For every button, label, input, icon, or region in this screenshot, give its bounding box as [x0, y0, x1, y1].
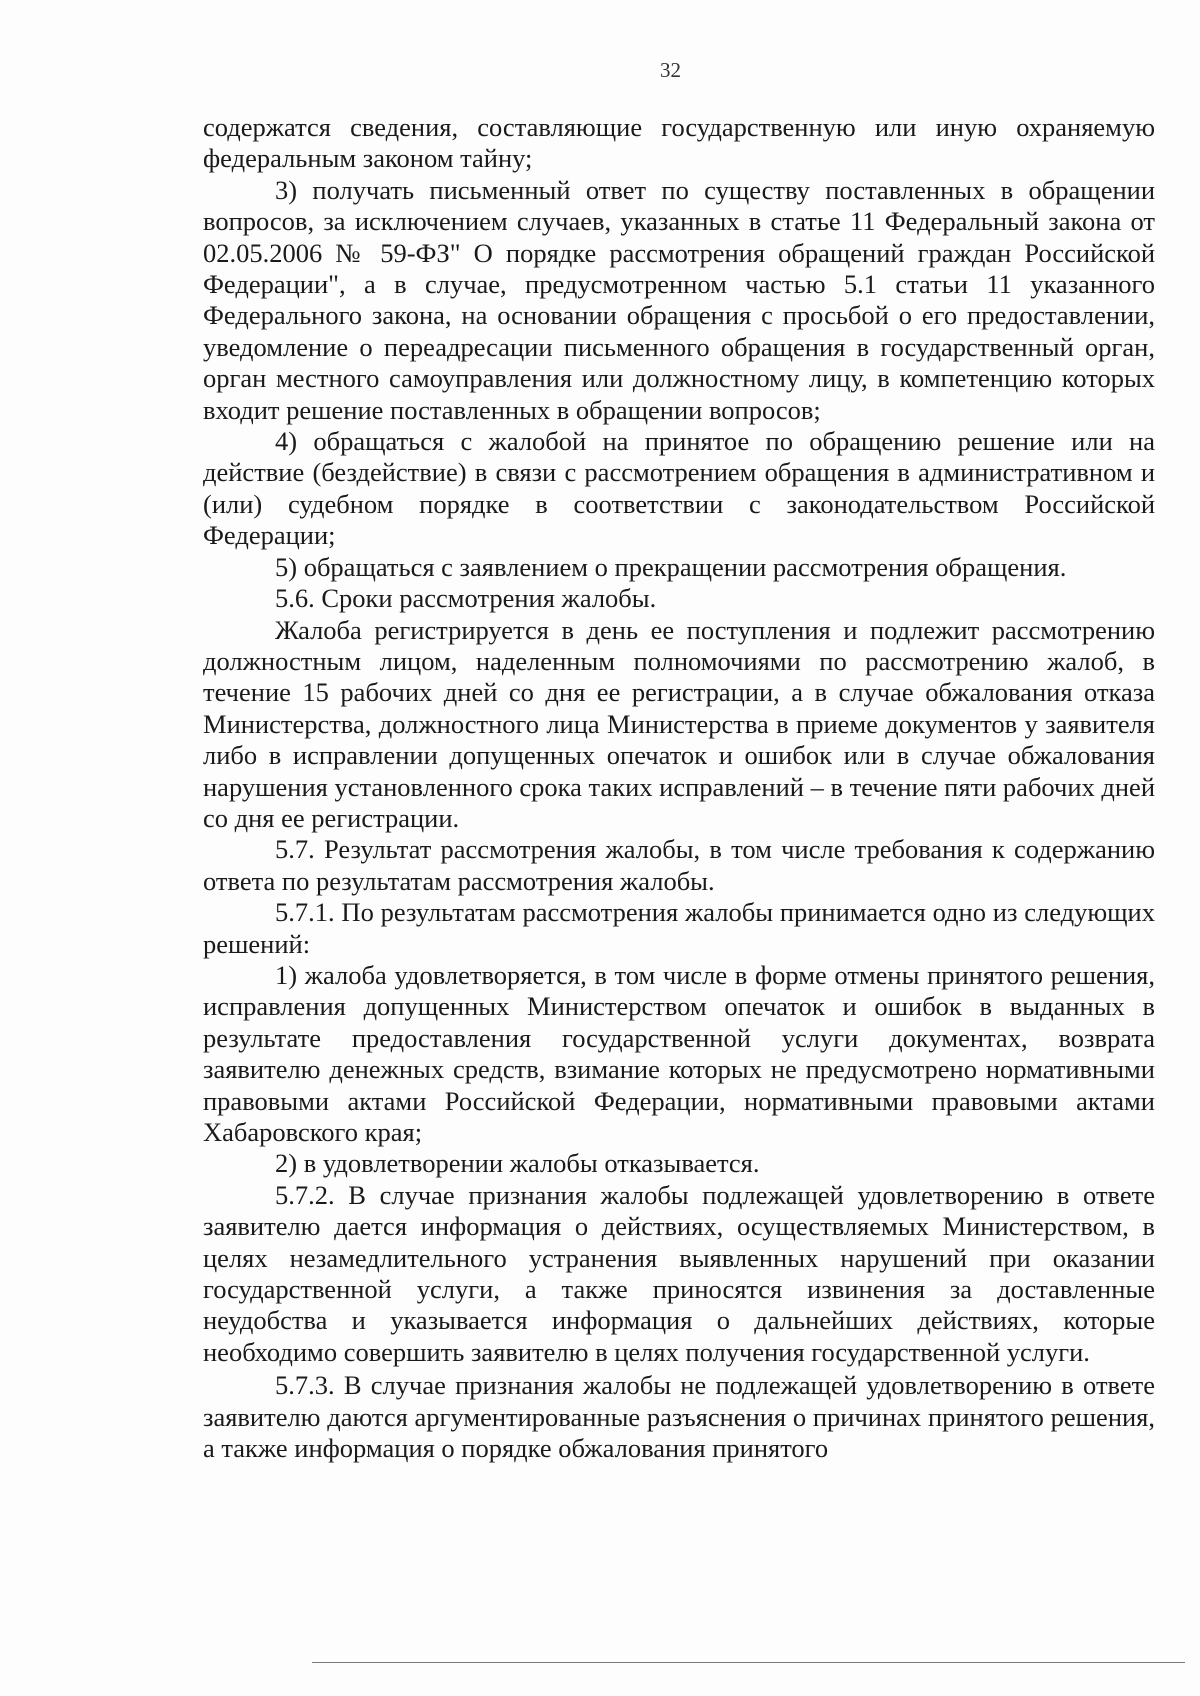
paragraph-5-7-2: 5.7.2. В случае признания жалобы подлежащей удовлетворению в ответе заявителю дается информация о действиях, осуществляемых Министерством, в целях незамедлительного устранения выявленных нарушений при оказании государственной услуги, а также приносятся извинения за доставленные неудобства и указывается информация о дальнейших действиях, которые необходимо совершить заявителю в целях получения государственной услуги. — [203, 1179, 1155, 1367]
footer-divider — [312, 1662, 1185, 1663]
paragraph-complaint-registration: Жалоба регистрируется в день ее поступления и подлежит рассмотрению должностным лицом, наделенным полномочиями по рассмотрению жалоб, в течение 15 рабочих дней со дня ее регистрации, а в случае обжалования отказа Министерства, должностного лица Министерства в приеме документов у заявителя либо в исправлении допущенных опечаток и ошибок или в случае обжалования нарушения установленного срока таких исправлений – в течение пяти рабочих дней со дня ее регистрации. — [203, 614, 1155, 833]
paragraph-item-3: 3) получать письменный ответ по существу поставленных в обращении вопросов, за исключением случаев, указанных в статье 11 Федеральный закона от 02.05.2006 № 59-ФЗ" О порядке рассмотрения обращений граждан Российской Федерации", а в случае, предусмотренном частью 5.1 статьи 11 указанного Федерального закона, на основании обращения с просьбой о его предоставлении, уведомление о переадресации письменного обращения в государственный орган, орган местного самоуправления или должностному лицу, в компетенцию которых входит решение поставленных в обращении вопросов; — [203, 174, 1155, 425]
paragraph-continuation: содержатся сведения, составляющие государственную или иную охраняемую федеральным законом тайну; — [203, 112, 1155, 174]
paragraph-item-4: 4) обращаться с жалобой на принятое по обращению решение или на действие (бездействие) в связи с рассмотрением обращения в административном и (или) судебном порядке в соответствии с законодательством Российской Федерации; — [203, 426, 1155, 551]
paragraph-5-7-1: 5.7.1. По результатам рассмотрения жалобы принимается одно из следующих решений: — [203, 897, 1155, 959]
section-heading-5-7: 5.7. Результат рассмотрения жалобы, в том числе требования к содержанию ответа по результатам рассмотрения жалобы. — [203, 834, 1155, 896]
section-heading-5-6: 5.6. Сроки рассмотрения жалобы. — [275, 583, 657, 614]
paragraph-5-7-3: 5.7.3. В случае признания жалобы не подлежащей удовлетворению в ответе заявителю даются аргументированные разъяснения о причинах принятого решения, а также информация о порядке обжалования принятого — [203, 1370, 1155, 1464]
paragraph-decision-1: 1) жалоба удовлетворяется, в том числе в форме отмены принятого решения, исправления допущенных Министерством опечаток и ошибок в выданных в результате предоставления государственной услуги документах, возврата заявителю денежных средств, взимание которых не предусмотрено нормативными правовыми актами Российской Федерации, нормативными правовыми актами Хабаровского края; — [203, 959, 1155, 1147]
document-page: 32 содержатся сведения, составляющие государственную или иную охраняемую федеральным законом тайну; 3) получать письменный ответ по существу поставленных в обращении вопросов, за исключением случаев, указанных в статье 11 Федеральный закона от 02.05.2006 № 59-ФЗ" О порядке рассмотрения обращений граждан Российской Федерации", а в случае, предусмотренном частью 5.1 статьи 11 указанного Федерального закона, на основании обращения с просьбой о его предоставлении, уведомление о переадресации письменного обращения в государственный орган, орган местного самоуправления или должностному лицу, в компетенцию которых входит решение поставленных в обращении вопросов; 4) обращаться с жалобой на принятое по обращению решение или на действие (бездействие) в связи с рассмотрением обращения в административном и (или) судебном порядке в соответствии с законодательством Российской Федерации; 5) обращаться с заявлением о прекращении рассмотрения обращения. 5.6. Сроки рассмотрения жалобы. Жалоба регистрируется в день ее поступления и подлежит рассмотрению должностным лицом, наделенным полномочиями по рассмотрению жалоб, в течение 15 рабочих дней со дня ее регистрации, а в случае обжалования отказа Министерства, должностного лица Министерства в приеме документов у заявителя либо в исправлении допущенных опечаток и ошибок или в случае обжалования нарушения установленного срока таких исправлений – в течение пяти рабочих дней со дня ее регистрации. 5.7. Результат рассмотрения жалобы, в том числе требования к содержанию ответа по результатам рассмотрения жалобы. 5.7.1. По результатам рассмотрения жалобы принимается одно из следующих решений: 1) жалоба удовлетворяется, в том числе в форме отмены принятого решения, исправления допущенных Министерством опечаток и ошибок в выданных в результате предоставления государственной услуги документах, возврата заявителю денежных средств, взимание которых не предусмотрено нормативными правовыми актами Российской Федерации, нормативными правовыми актами Хабаровского края; 2) в удовлетворении жалобы отказывается. 5.7.2. В случае признания жалобы подлежащей удовлетворению в ответе заявителю дается информация о действиях, осуществляемых Министерством, в целях незамедлительного устранения выявленных нарушений при оказании государственной услуги, а также приносятся извинения за доставленные неудобства и указывается информация о дальнейших действиях, которые необходимо совершить заявителю в целях получения государственной услуги. 5.7.3. В случае признания жалобы не подлежащей удовлетворению в ответе заявителю даются аргументированные разъяснения о причинах принятого решения, а также информация о порядке обжалования принятого — [0, 0, 1200, 1696]
paragraph-decision-2: 2) в удовлетворении жалобы отказывается. — [275, 1148, 760, 1179]
paragraph-item-5: 5) обращаться с заявлением о прекращении рассмотрения обращения. — [275, 551, 1067, 582]
document-body — [203, 112, 1155, 1464]
